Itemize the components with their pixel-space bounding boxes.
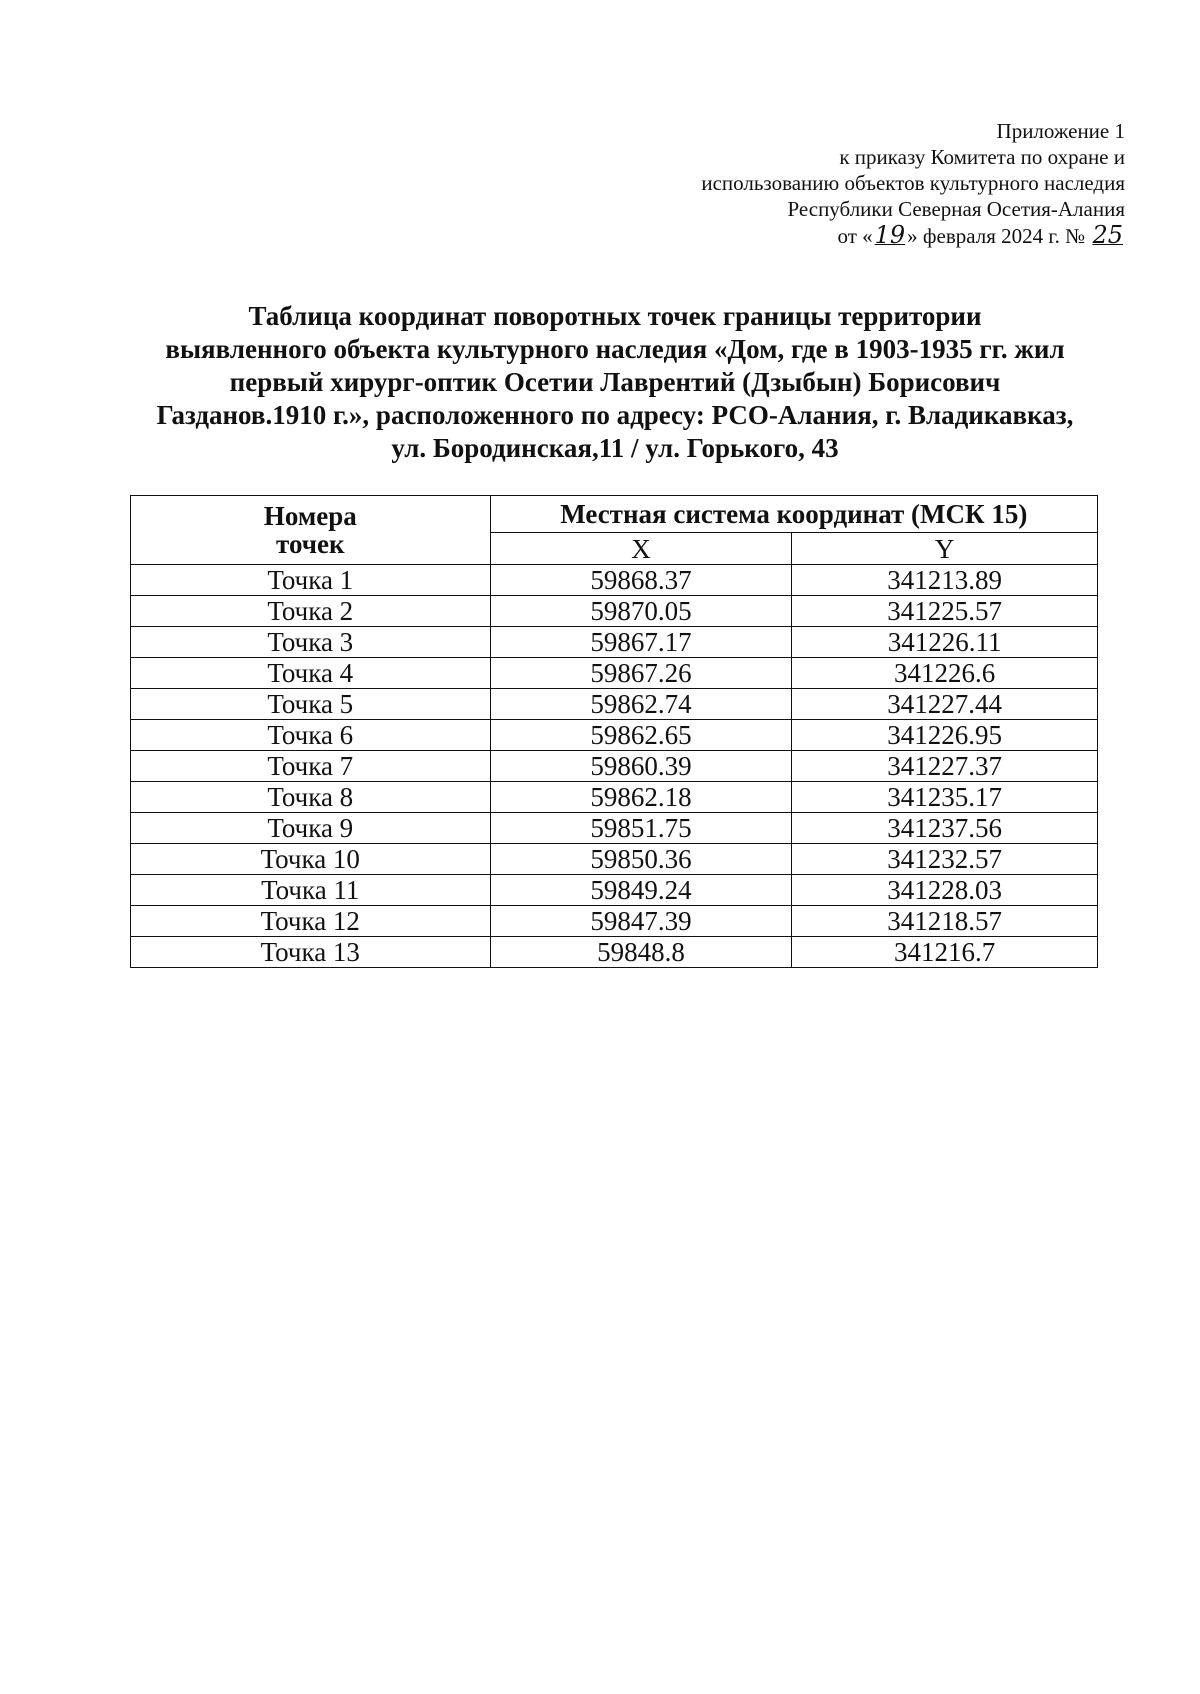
table-body [131,565,1098,968]
title-line: Таблица координат поворотных точек границы территории [248,301,982,331]
table-row [131,813,1098,844]
cell-point: Точка 9 [131,813,491,844]
header-point-numbers-line1: Номера [263,501,357,531]
cell-x: 59860.39 [490,751,792,782]
cell-x: 59848.8 [490,937,792,968]
appendix-line: Республики Северная Осетия-Алания [787,197,1125,221]
cell-y: 341226.11 [792,627,1098,658]
header-coordinate-system: Местная система координат (МСК 15) [490,496,1097,533]
table-row [131,751,1098,782]
cell-x: 59862.18 [490,782,792,813]
cell-point: Точка 11 [131,875,491,906]
cell-point: Точка 13 [131,937,491,968]
cell-point: Точка 4 [131,658,491,689]
cell-point: Точка 2 [131,596,491,627]
cell-x: 59862.74 [490,689,792,720]
cell-x: 59867.26 [490,658,792,689]
header-point-numbers-line2: точек [276,529,345,559]
cell-y: 341216.7 [792,937,1098,968]
table-row [131,906,1098,937]
appendix-date-line [701,222,1125,249]
cell-x: 59868.37 [490,565,792,596]
title-line: ул. Бородинская,11 / ул. Горького, 43 [391,433,839,463]
coordinates-table [130,495,1098,968]
cell-y: 341227.44 [792,689,1098,720]
title-line: Газданов.1910 г.», расположенного по адресу: РСО-Алания, г. Владикавказ, [156,400,1074,430]
cell-y: 341226.6 [792,658,1098,689]
cell-point: Точка 12 [131,906,491,937]
cell-y: 341228.03 [792,875,1098,906]
handwritten-date-day: 19 [874,221,906,249]
title-line: выявленного объекта культурного наследия «Дом, где в 1903-1935 гг. жил [165,334,1065,364]
date-middle: » февраля 2024 г. № [907,224,1086,248]
cell-point: Точка 3 [131,627,491,658]
cell-x: 59870.05 [490,596,792,627]
cell-y: 341218.57 [792,906,1098,937]
cell-y: 341227.37 [792,751,1098,782]
table-row [131,689,1098,720]
table-row [131,844,1098,875]
cell-x: 59849.24 [490,875,792,906]
cell-y: 341225.57 [792,596,1098,627]
header-y: Y [792,533,1098,565]
table-row [131,782,1098,813]
cell-point: Точка 7 [131,751,491,782]
cell-y: 341235.17 [792,782,1098,813]
header-point-numbers [131,496,491,565]
table-row [131,937,1098,968]
cell-point: Точка 8 [131,782,491,813]
table-row [131,658,1098,689]
cell-y: 341237.56 [792,813,1098,844]
header-x: X [490,533,792,565]
table-row [131,596,1098,627]
cell-x: 59850.36 [490,844,792,875]
cell-x: 59867.17 [490,627,792,658]
cell-point: Точка 1 [131,565,491,596]
handwritten-order-number: 25 [1092,221,1123,249]
table-row [131,627,1098,658]
cell-x: 59851.75 [490,813,792,844]
cell-point: Точка 10 [131,844,491,875]
cell-point: Точка 5 [131,689,491,720]
table-row [131,720,1098,751]
cell-x: 59862.65 [490,720,792,751]
cell-y: 341232.57 [792,844,1098,875]
cell-point: Точка 6 [131,720,491,751]
date-prefix: от « [837,224,873,248]
cell-y: 341226.95 [792,720,1098,751]
table-row [131,565,1098,596]
cell-x: 59847.39 [490,906,792,937]
appendix-line: использованию объектов культурного наследия [701,171,1125,195]
cell-y: 341213.89 [792,565,1098,596]
title-line: первый хирург-оптик Осетии Лаврентий (Дзыбын) Борисович [229,367,1001,397]
table-row [131,875,1098,906]
appendix-line: к приказу Комитета по охране и [839,145,1125,169]
appendix-header [701,118,1125,249]
appendix-line: Приложение 1 [996,119,1125,143]
document-title [120,300,1110,465]
